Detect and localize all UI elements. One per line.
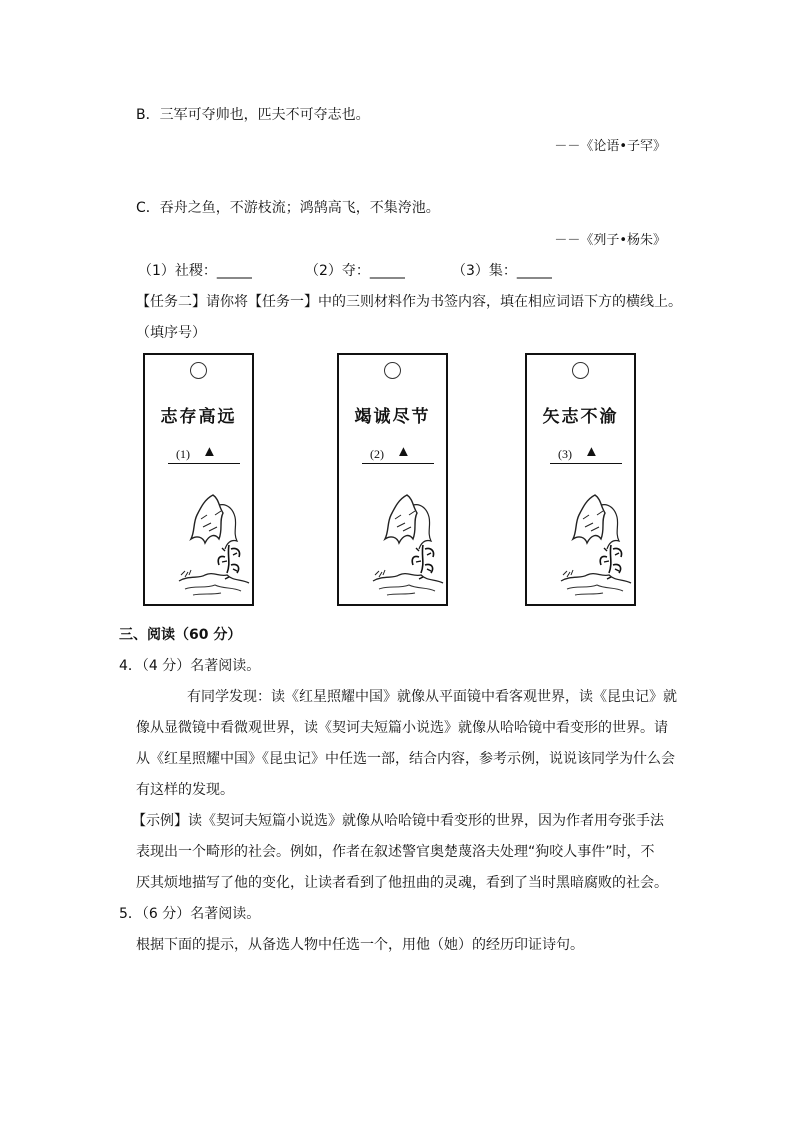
q4-line-2: 像从显微镜中看微观世界，读《契诃夫短篇小说选》就像从哈哈镜中看变形的世界。请 bbox=[136, 720, 668, 736]
hole-icon bbox=[572, 362, 589, 379]
q4-example-1: 【示例】读《契诃夫短篇小说选》就像从哈哈镜中看变形的世界，因为作者用夸张手法 bbox=[132, 813, 664, 829]
option-c-text: C．吞舟之鱼，不游枝流；鸿鹄高飞，不集洿池。 bbox=[136, 200, 440, 216]
q5-header: 5．（6 分）名著阅读。 bbox=[119, 906, 261, 922]
blank-3: （3）集：_____ bbox=[452, 263, 552, 279]
option-b-text: B．三军可夺帅也，匹夫不可夺志也。 bbox=[136, 107, 370, 123]
hole-icon bbox=[384, 362, 401, 379]
q4-header: 4．（4 分）名著阅读。 bbox=[119, 658, 261, 674]
triangle-icon: ▲ bbox=[584, 444, 599, 460]
section-heading: 三、阅读（60 分） bbox=[119, 627, 242, 643]
triangle-icon: ▲ bbox=[202, 444, 217, 460]
bookmark-3 bbox=[525, 353, 636, 606]
option-b-source: －－《论语•子罕》 bbox=[554, 139, 666, 154]
landscape-painting-icon bbox=[175, 485, 255, 600]
q4-example-2: 表现出一个畸形的社会。例如，作者在叙述警官奥楚蔑洛夫处理“狗咬人事件”时，不 bbox=[136, 844, 655, 860]
bookmark-title: 竭诚尽节 bbox=[354, 407, 431, 427]
task2-instruction: 【任务二】请你将【任务一】中的三则材料作为书签内容，填在相应词语下方的横线上。 bbox=[136, 294, 682, 310]
bookmark-number: (3) bbox=[558, 447, 572, 461]
option-c-source: －－《列子•杨朱》 bbox=[554, 233, 666, 248]
q4-line-4: 有这样的发现。 bbox=[136, 782, 234, 798]
bookmark-title: 志存高远 bbox=[160, 407, 237, 427]
bookmark-title: 矢志不渝 bbox=[542, 407, 619, 427]
q5-line: 根据下面的提示，从备选人物中任选一个，用他（她）的经历印证诗句。 bbox=[136, 937, 584, 953]
q4-line-3: 从《红星照耀中国》《昆虫记》中任选一部，结合内容，参考示例，说说该同学为什么会 bbox=[136, 751, 675, 767]
bookmark-blank bbox=[168, 446, 240, 464]
bookmark-blank bbox=[362, 446, 434, 464]
bookmark-2 bbox=[337, 353, 448, 606]
bookmark-number: (2) bbox=[370, 447, 384, 461]
bookmark-1 bbox=[143, 353, 254, 606]
bookmark-blank bbox=[550, 446, 622, 464]
hole-icon bbox=[190, 362, 207, 379]
landscape-painting-icon bbox=[557, 485, 637, 600]
q4-example-3: 厌其烦地描写了他的变化，让读者看到了他扭曲的灵魂，看到了当时黑暗腐败的社会。 bbox=[136, 875, 668, 891]
triangle-icon: ▲ bbox=[396, 444, 411, 460]
bookmark-number: (1) bbox=[176, 447, 190, 461]
blank-2: （2）夺：_____ bbox=[305, 263, 405, 279]
task2-note: （填序号） bbox=[136, 325, 206, 341]
landscape-painting-icon bbox=[369, 485, 449, 600]
q4-line-1: 有同学发现：读《红星照耀中国》就像从平面镜中看客观世界，读《昆虫记》就 bbox=[187, 689, 677, 705]
blank-1: （1）社稷：_____ bbox=[138, 263, 252, 279]
